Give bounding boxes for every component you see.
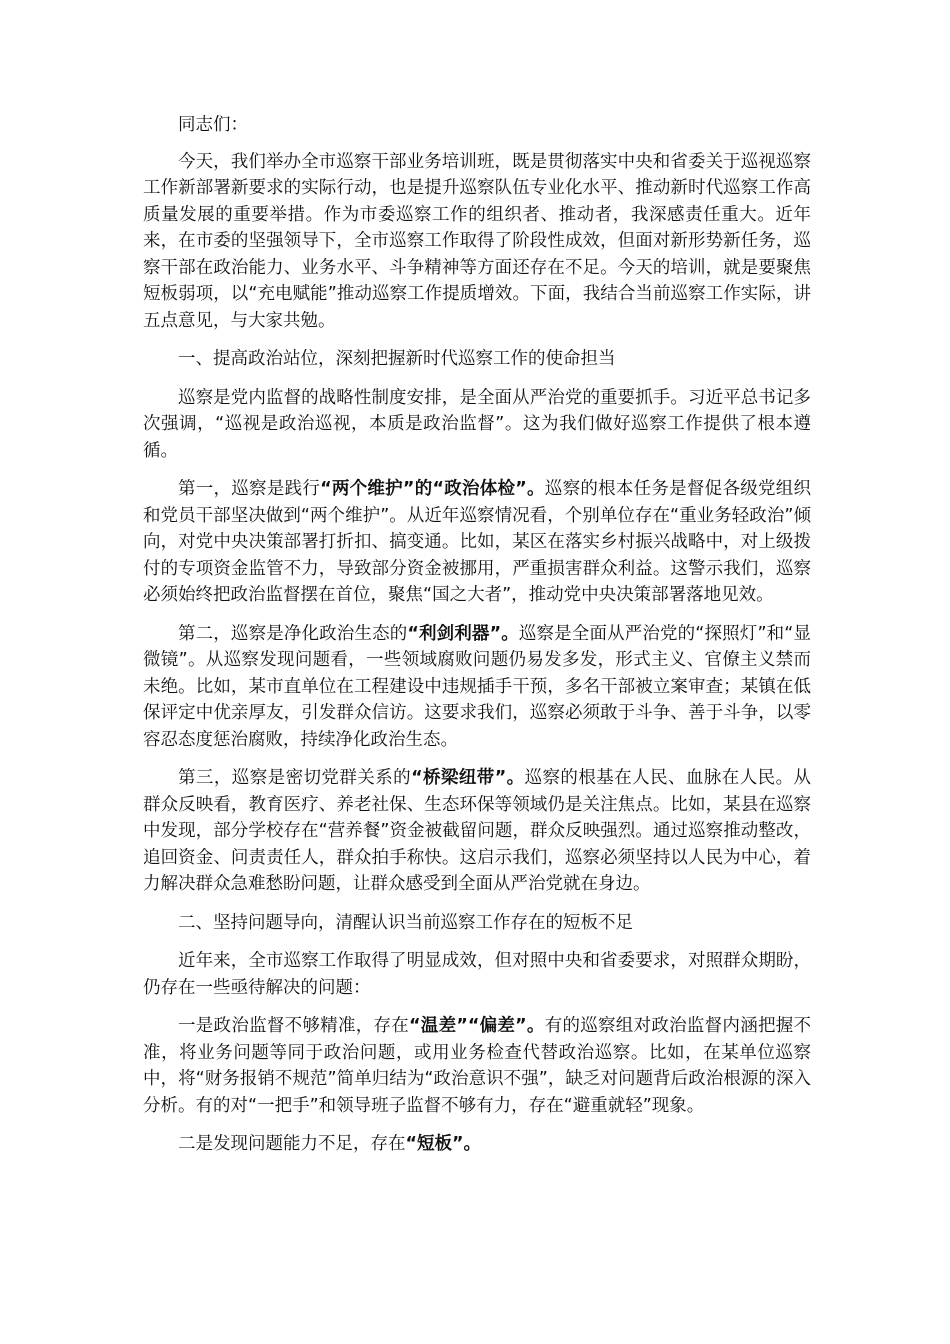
point-prefix: 一是政治监督不够精准，存在 <box>178 1016 410 1036</box>
point-text: 巡察是全面从严治党的“探照灯”和“显微镜”。从巡察发现问题看，一些领域腐败问题仍易发多发，形式主义、官僚主义禁而未绝。比如，某市直单位在工程建设中违规插手干预，多名干部被立案审查；某镇在低保评定中优亲厚友，引发群众信访。这要求我们，巡察必须敢于斗争、善于斗争，以零容忍态度惩治腐败，持续净化政治生态。 <box>143 623 811 750</box>
point-text: 巡察的根本任务是督促各级党组织和党员干部坚决做到“两个维护”。从近年巡察情况看，个别单位存在“重业务轻政治”倾向，对党中央决策部署打折扣、搞变通。比如，某区在落实乡村振兴战略中，对上级拨付的专项资金监管不力，导致部分资金被挪用，严重损害群众利益。这警示我们，巡察必须始终把政治监督摆在首位，聚焦“国之大者”，推动党中央决策部署落地见效。 <box>143 479 811 605</box>
point-prefix: 二是发现问题能力不足，存在 <box>178 1134 406 1154</box>
point-paragraph <box>143 476 811 609</box>
section-2-intro: 近年来，全市巡察工作取得了明显成效，但对照中央和省委要求，对照群众期盼，仍存在一些亟待解决的问题： <box>143 951 811 998</box>
point-lead: “温差”“偏差”。 <box>409 1016 545 1036</box>
document-page <box>143 112 811 1170</box>
point-lead: “短板”。 <box>405 1134 482 1154</box>
point-prefix: 第二，巡察是净化政治生态的 <box>178 623 408 644</box>
point-prefix: 第一，巡察是践行 <box>178 479 321 499</box>
point-paragraph <box>143 1131 811 1158</box>
point-text: 有的巡察组对政治监督内涵把握不准，将业务问题等同于政治问题，或用业务检查代替政治巡察。比如，在某单位巡察中，将“财务报销不规范”简单归结为“政治意识不强”，缺乏对问题背后政治根源的深入分析。有的对“一把手”和领导班子监督不够有力，存在“避重就轻”现象。 <box>143 1016 812 1116</box>
point-lead: “桥梁纽带”。 <box>411 768 525 788</box>
point-lead: “利剑利器”。 <box>407 623 519 644</box>
section-1-intro: 巡察是党内监督的战略性制度安排，是全面从严治党的重要抓手。习近平总书记多次强调，“巡视是政治巡视，本质是政治监督”。这为我们做好巡察工作提供了根本遵循。 <box>143 387 811 461</box>
intro-paragraph: 今天，我们举办全市巡察干部业务培训班，既是贯彻落实中央和省委关于巡视巡察工作新部署新要求的实际行动，也是提升巡察队伍专业化水平、推动新时代巡察工作高质量发展的重要举措。作为市委巡察工作的组织者、推动者，我深感责任重大。近年来，在市委的坚强领导下，全市巡察工作取得了阶段性成效，但面对新形势新任务，巡察干部在政治能力、业务水平、斗争精神等方面还存在不足。今天的培训，就是要聚焦短板弱项，以“充电赋能”推动巡察工作提质增效。下面，我结合当前巡察工作实际，讲五点意见，与大家共勉。 <box>143 151 811 331</box>
point-paragraph <box>143 621 811 754</box>
section-heading-2: 二、坚持问题导向，清醒认识当前巡察工作存在的短板不足 <box>178 912 633 933</box>
point-paragraph <box>143 1013 811 1119</box>
point-paragraph <box>143 765 811 898</box>
point-text: 巡察的根基在人民、血脉在人民。从群众反映看，教育医疗、养老社保、生态环保等领域仍是关注焦点。比如，某县在巡察中发现，部分学校存在“营养餐”资金被截留问题，群众反映强烈。通过巡察推动整改，追回资金、问责责任人，群众拍手称快。这启示我们，巡察必须坚持以人民为中心，着力解决群众急难愁盼问题，让群众感受到全面从严治党就在身边。 <box>143 768 811 894</box>
section-heading-1: 一、提高政治站位，深刻把握新时代巡察工作的使命担当 <box>178 349 616 369</box>
point-lead: “两个维护”的“政治体检”。 <box>320 479 545 499</box>
salutation: 同志们： <box>178 115 248 135</box>
point-prefix: 第三，巡察是密切党群关系的 <box>178 768 412 788</box>
